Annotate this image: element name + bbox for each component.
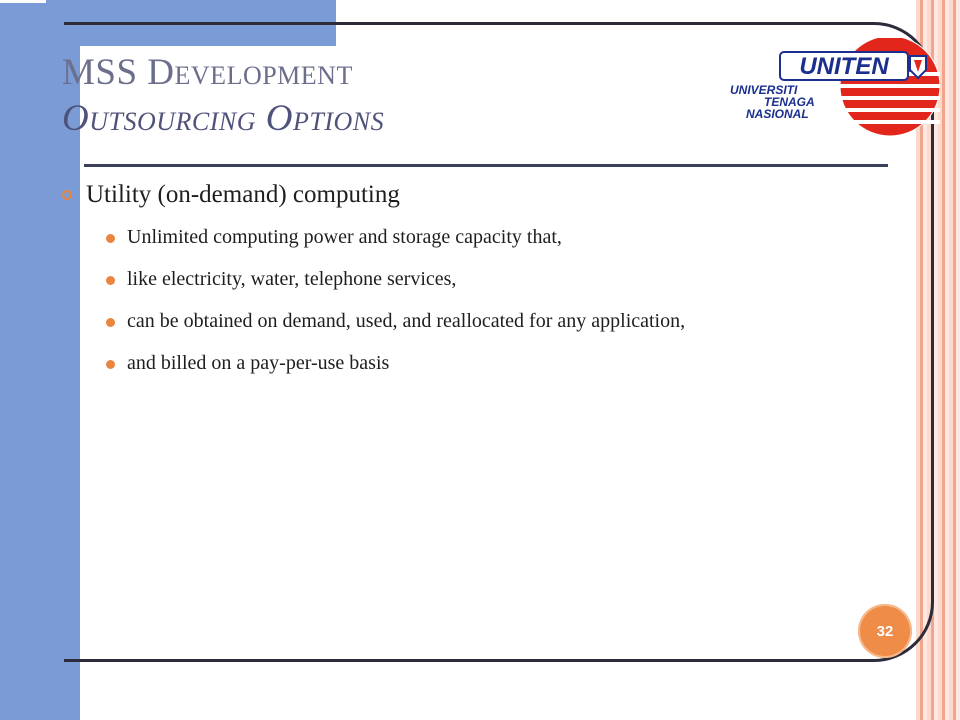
logo-line-3: NASIONAL [746,107,809,121]
logo-brand: UNITEN [799,53,889,80]
uniten-logo [730,38,940,138]
title-line-2: Outsourcing Options [62,98,385,139]
logo-line-1: UNIVERSITI [730,83,798,97]
sub-bullet-item [106,350,822,376]
title-divider [84,164,888,167]
top-tab-notch [0,0,46,3]
sub-bullet-list [62,224,822,376]
sub-bullet-text: like electricity, water, telephone services, [127,268,457,290]
dot-bullet-icon [106,234,115,243]
main-bullet-text: Utility (on-demand) computing [86,181,400,208]
slide-title [62,50,702,142]
sub-bullet-item [106,308,822,334]
dot-bullet-icon [106,276,115,285]
sub-bullet-text: can be obtained on demand, used, and reallocated for any application, [127,310,686,332]
sub-bullet-item [106,266,822,292]
ring-bullet-icon [62,190,72,200]
page-number-badge: 32 [858,604,912,658]
sub-bullet-text: and billed on a pay-per-use basis [127,352,390,374]
slide-content [62,178,822,392]
sub-bullet-text: Unlimited computing power and storage capacity that, [127,226,562,248]
dot-bullet-icon [106,318,115,327]
uniten-logo-graphic [730,38,940,138]
title-line-1: MSS Development [62,52,353,93]
main-bullet [62,178,822,212]
logo-line-2: TENAGA [764,95,815,109]
sub-bullet-item [106,224,822,250]
dot-bullet-icon [106,360,115,369]
